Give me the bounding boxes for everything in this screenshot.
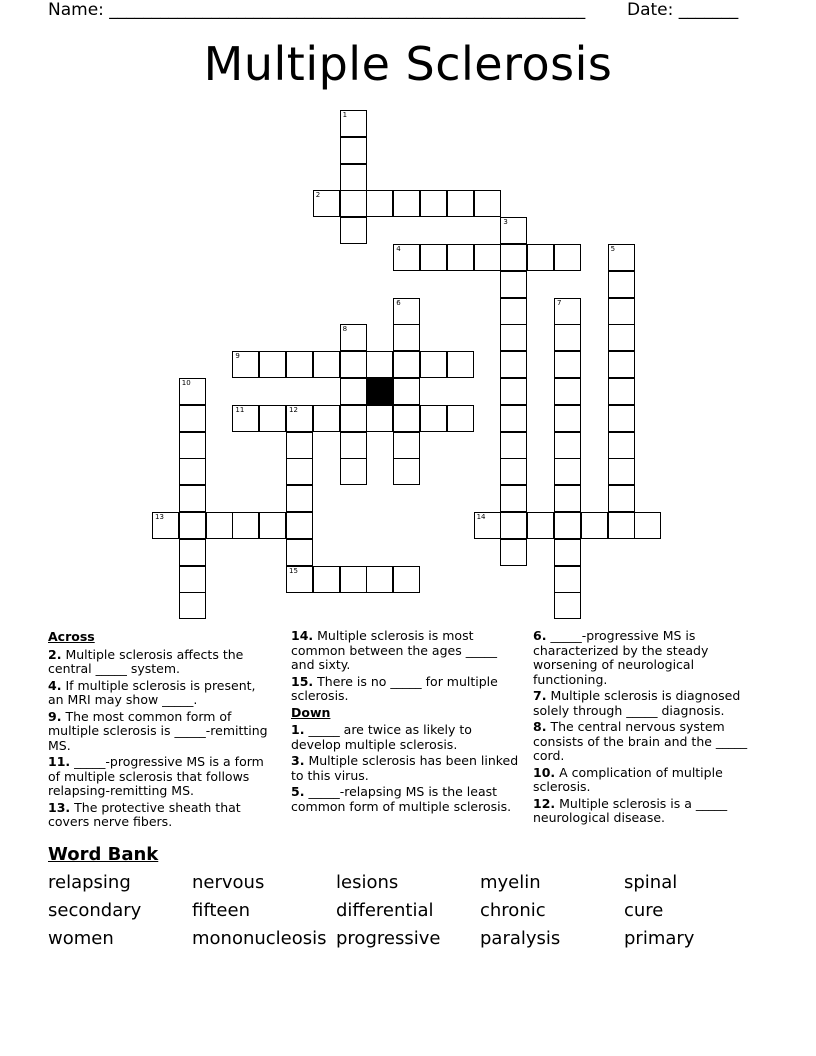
crossword-cell[interactable] bbox=[366, 351, 393, 378]
clues-column-2 bbox=[291, 629, 519, 816]
cell-number: 7 bbox=[557, 298, 562, 307]
crossword-cell[interactable] bbox=[340, 190, 367, 217]
crossword-cell[interactable] bbox=[179, 458, 206, 485]
word-bank-word: secondary bbox=[48, 900, 142, 921]
clue-number: 8. bbox=[533, 719, 547, 734]
cell-number: 6 bbox=[396, 298, 401, 307]
clue-number: 4. bbox=[48, 677, 62, 693]
crossword-cell[interactable] bbox=[500, 244, 527, 271]
across-clue bbox=[48, 679, 273, 708]
crossword-cell[interactable] bbox=[393, 298, 420, 325]
crossword-cell[interactable] bbox=[366, 405, 393, 432]
crossword-cell[interactable] bbox=[608, 485, 635, 512]
crossword-cell[interactable] bbox=[608, 244, 635, 271]
crossword-cell[interactable] bbox=[340, 351, 367, 378]
crossword-cell[interactable] bbox=[474, 190, 501, 217]
crossword-cell[interactable] bbox=[366, 566, 393, 593]
clue-number: 10. bbox=[533, 764, 556, 780]
clue-text: Multiple sclerosis is a _____ neurological disease. bbox=[533, 795, 728, 825]
crossword-cell[interactable] bbox=[286, 405, 313, 432]
clue-number: 7. bbox=[533, 688, 547, 703]
clue-number: 9. bbox=[48, 708, 62, 724]
clue-number: 1. bbox=[291, 722, 305, 737]
word-bank-word: relapsing bbox=[48, 872, 131, 893]
clue-number: 12. bbox=[533, 795, 556, 811]
crossword-cell[interactable] bbox=[500, 539, 527, 566]
word-bank-word: lesions bbox=[336, 872, 399, 893]
word-bank-word: women bbox=[48, 928, 114, 949]
crossword-cell[interactable] bbox=[420, 190, 447, 217]
crossword-cell[interactable] bbox=[286, 351, 313, 378]
word-bank-word: paralysis bbox=[480, 928, 561, 949]
crossword-cell[interactable] bbox=[393, 351, 420, 378]
crossword-cell[interactable] bbox=[500, 378, 527, 405]
down-clue bbox=[533, 629, 768, 687]
crossword-cell[interactable] bbox=[179, 432, 206, 459]
crossword-cell[interactable] bbox=[259, 512, 286, 539]
down-clue bbox=[291, 785, 519, 814]
cell-number: 9 bbox=[235, 352, 240, 361]
crossword-cell[interactable] bbox=[313, 405, 340, 432]
crossword-cell[interactable] bbox=[608, 271, 635, 298]
crossword-cell[interactable] bbox=[232, 351, 259, 378]
crossword-cell[interactable] bbox=[608, 378, 635, 405]
crossword-cell[interactable] bbox=[340, 458, 367, 485]
cell-number: 14 bbox=[476, 513, 486, 521]
clues-column-3 bbox=[533, 629, 768, 828]
down-clue bbox=[533, 689, 768, 718]
across-heading: Across bbox=[48, 629, 95, 644]
clue-text: _____-progressive MS is a form of multiple sclerosis that follows relapsing-remitting MS. bbox=[48, 754, 264, 798]
crossword-cell[interactable] bbox=[366, 190, 393, 217]
down-clue bbox=[291, 754, 519, 783]
crossword-cell[interactable] bbox=[554, 351, 581, 378]
down-clue bbox=[533, 720, 768, 764]
crossword-cell[interactable] bbox=[393, 566, 420, 593]
down-clue bbox=[291, 723, 519, 752]
across-clue bbox=[48, 648, 273, 677]
crossword-cell[interactable] bbox=[340, 378, 367, 405]
crossword-cell[interactable] bbox=[259, 351, 286, 378]
word-bank-word: cure bbox=[624, 900, 664, 921]
across-clue bbox=[291, 629, 519, 673]
crossword-cell[interactable] bbox=[286, 458, 313, 485]
word-bank-title: Word Bank bbox=[48, 844, 159, 865]
clue-number: 14. bbox=[291, 628, 314, 643]
crossword-cell[interactable] bbox=[340, 405, 367, 432]
cell-number: 13 bbox=[155, 513, 164, 521]
clue-text: Multiple sclerosis has been linked to this virus. bbox=[291, 753, 519, 783]
crossword-cell[interactable] bbox=[500, 432, 527, 459]
cell-number: 2 bbox=[315, 191, 321, 200]
clue-number: 5. bbox=[291, 784, 305, 799]
cell-number: 8 bbox=[342, 325, 348, 334]
crossword-cell[interactable] bbox=[179, 566, 206, 593]
word-bank-word: mononucleosis bbox=[192, 928, 327, 949]
crossword-cell[interactable] bbox=[474, 512, 501, 539]
word-bank-word: fifteen bbox=[192, 900, 250, 921]
crossword-cell[interactable] bbox=[581, 512, 608, 539]
down-clue bbox=[533, 797, 768, 826]
clue-text: The most common form of multiple sclerosis is _____-remitting MS. bbox=[48, 708, 268, 753]
crossword-cell[interactable] bbox=[152, 512, 179, 539]
across-clue bbox=[291, 675, 519, 704]
crossword-cell[interactable] bbox=[554, 324, 581, 351]
clue-text: The protective sheath that covers nerve fibers. bbox=[48, 799, 241, 829]
crossword-cell[interactable] bbox=[286, 432, 313, 459]
cell-number: 3 bbox=[503, 218, 508, 227]
cell-number: 5 bbox=[610, 245, 616, 253]
crossword-cell[interactable] bbox=[500, 298, 527, 325]
crossword-cell[interactable] bbox=[554, 512, 581, 539]
crossword-cell[interactable] bbox=[554, 298, 581, 325]
crossword-cell[interactable] bbox=[420, 244, 447, 271]
crossword-cell[interactable] bbox=[474, 244, 501, 271]
crossword-cell[interactable] bbox=[447, 244, 474, 271]
crossword-cell[interactable] bbox=[340, 110, 367, 137]
crossword-cell[interactable] bbox=[393, 378, 420, 405]
page-title: Multiple Sclerosis bbox=[203, 37, 613, 91]
clue-text: _____ are twice as likely to develop multiple sclerosis. bbox=[291, 722, 472, 752]
down-clue bbox=[533, 766, 768, 795]
crossword-cell[interactable] bbox=[554, 244, 581, 271]
clue-text: A complication of multiple sclerosis. bbox=[533, 764, 723, 794]
crossword-cell[interactable] bbox=[554, 592, 581, 619]
clue-text: There is no _____ for multiple sclerosis. bbox=[291, 673, 498, 703]
crossword-cell[interactable] bbox=[447, 351, 474, 378]
crossword-cell[interactable] bbox=[500, 324, 527, 351]
clue-number: 15. bbox=[291, 673, 314, 689]
crossword-cell[interactable] bbox=[500, 405, 527, 432]
down-heading: Down bbox=[291, 704, 331, 720]
clue-text: Multiple sclerosis affects the central _____ system. bbox=[48, 646, 244, 676]
crossword-cell[interactable] bbox=[554, 566, 581, 593]
crossword-cell[interactable] bbox=[447, 190, 474, 217]
word-bank-word: myelin bbox=[480, 872, 541, 893]
cell-number: 11 bbox=[235, 405, 245, 414]
crossword-cell[interactable] bbox=[420, 405, 447, 432]
crossword-cell[interactable] bbox=[447, 405, 474, 432]
clue-number: 6. bbox=[533, 628, 547, 643]
cell-number: 4 bbox=[396, 245, 401, 253]
crossword-cell[interactable] bbox=[608, 298, 635, 325]
crossword-cell[interactable] bbox=[608, 512, 635, 539]
cell-number: 15 bbox=[289, 566, 298, 575]
crossword-cell[interactable] bbox=[500, 271, 527, 298]
name-line: Name: ________________________________________________________ bbox=[48, 0, 586, 20]
clue-number: 13. bbox=[48, 799, 71, 815]
crossword-cell[interactable] bbox=[259, 405, 286, 432]
crossword-cell[interactable] bbox=[286, 485, 313, 512]
crossword-cell[interactable] bbox=[393, 458, 420, 485]
crossword-cell[interactable] bbox=[340, 566, 367, 593]
crossword-cell[interactable] bbox=[179, 539, 206, 566]
crossword-cell[interactable] bbox=[393, 190, 420, 217]
across-clue bbox=[48, 755, 273, 799]
crossword-cell[interactable] bbox=[608, 324, 635, 351]
crossword-cell[interactable] bbox=[527, 512, 554, 539]
crossword-cell[interactable] bbox=[179, 592, 206, 619]
crossword-cell[interactable] bbox=[608, 432, 635, 459]
crossword-cell[interactable] bbox=[313, 190, 340, 217]
word-bank-word: spinal bbox=[624, 872, 678, 893]
cell-number: 12 bbox=[289, 405, 298, 414]
clue-text: If multiple sclerosis is present, an MRI may show _____. bbox=[48, 677, 256, 707]
cell-number: 1 bbox=[342, 111, 348, 119]
word-bank-word: nervous bbox=[192, 872, 265, 893]
crossword-cell[interactable] bbox=[393, 244, 420, 271]
crossword-cell[interactable] bbox=[313, 351, 340, 378]
crossword-cell[interactable] bbox=[420, 351, 447, 378]
clue-number: 11. bbox=[48, 754, 71, 769]
cell-number: 10 bbox=[181, 379, 191, 387]
crossword-cell[interactable] bbox=[608, 458, 635, 485]
crossword-cell[interactable] bbox=[608, 405, 635, 432]
crossword-cell[interactable] bbox=[500, 458, 527, 485]
crossword-cell[interactable] bbox=[179, 512, 206, 539]
clue-text: _____-relapsing MS is the least common form of multiple sclerosis. bbox=[291, 784, 512, 814]
crossword-cell[interactable] bbox=[500, 217, 527, 244]
crossword-cell[interactable] bbox=[286, 566, 313, 593]
word-bank-word: primary bbox=[624, 928, 695, 949]
crossword-cell[interactable] bbox=[393, 405, 420, 432]
crossword-cell[interactable] bbox=[206, 512, 233, 539]
crossword-cell[interactable] bbox=[340, 137, 367, 164]
clue-text: _____-progressive MS is characterized by the steady worsening of neurological functioning. bbox=[533, 628, 709, 687]
crossword-cell[interactable] bbox=[554, 405, 581, 432]
crossword-cell[interactable] bbox=[554, 458, 581, 485]
clue-text: The central nervous system consists of the brain and the _____ cord. bbox=[533, 719, 748, 763]
crossword-cell[interactable] bbox=[608, 351, 635, 378]
crossword-cell[interactable] bbox=[340, 217, 367, 244]
crossword-cell[interactable] bbox=[232, 405, 259, 432]
crossword-black-cell bbox=[366, 378, 393, 405]
crossword-cell[interactable] bbox=[554, 378, 581, 405]
across-clue bbox=[48, 710, 273, 754]
word-bank-word: differential bbox=[336, 900, 434, 921]
crossword-cell[interactable] bbox=[340, 164, 367, 191]
word-bank-word: chronic bbox=[480, 900, 546, 921]
crossword-cell[interactable] bbox=[554, 432, 581, 459]
crossword-cell[interactable] bbox=[286, 512, 313, 539]
crossword-cell[interactable] bbox=[500, 512, 527, 539]
crossword-cell[interactable] bbox=[286, 539, 313, 566]
date-line: Date: _______ bbox=[627, 0, 739, 20]
crossword-cell[interactable] bbox=[634, 512, 661, 539]
crossword-cell[interactable] bbox=[340, 432, 367, 459]
clue-text: Multiple sclerosis is diagnosed solely through _____ diagnosis. bbox=[533, 688, 741, 718]
clues-column-1 bbox=[48, 629, 273, 832]
crossword-cell[interactable] bbox=[393, 324, 420, 351]
crossword-cell[interactable] bbox=[554, 485, 581, 512]
crossword-cell[interactable] bbox=[500, 485, 527, 512]
word-bank-word: progressive bbox=[336, 928, 441, 949]
crossword-cell[interactable] bbox=[527, 244, 554, 271]
crossword-cell[interactable] bbox=[232, 512, 259, 539]
crossword-cell[interactable] bbox=[179, 485, 206, 512]
crossword-cell[interactable] bbox=[179, 405, 206, 432]
crossword-cell[interactable] bbox=[340, 324, 367, 351]
crossword-cell[interactable] bbox=[393, 432, 420, 459]
crossword-cell[interactable] bbox=[179, 378, 206, 405]
crossword-cell[interactable] bbox=[554, 539, 581, 566]
clue-text: Multiple sclerosis is most common between the ages _____ and sixty. bbox=[291, 628, 497, 672]
across-clue bbox=[48, 801, 273, 830]
crossword-cell[interactable] bbox=[500, 351, 527, 378]
clue-number: 3. bbox=[291, 753, 305, 768]
crossword-cell[interactable] bbox=[313, 566, 340, 593]
clue-number: 2. bbox=[48, 646, 62, 662]
